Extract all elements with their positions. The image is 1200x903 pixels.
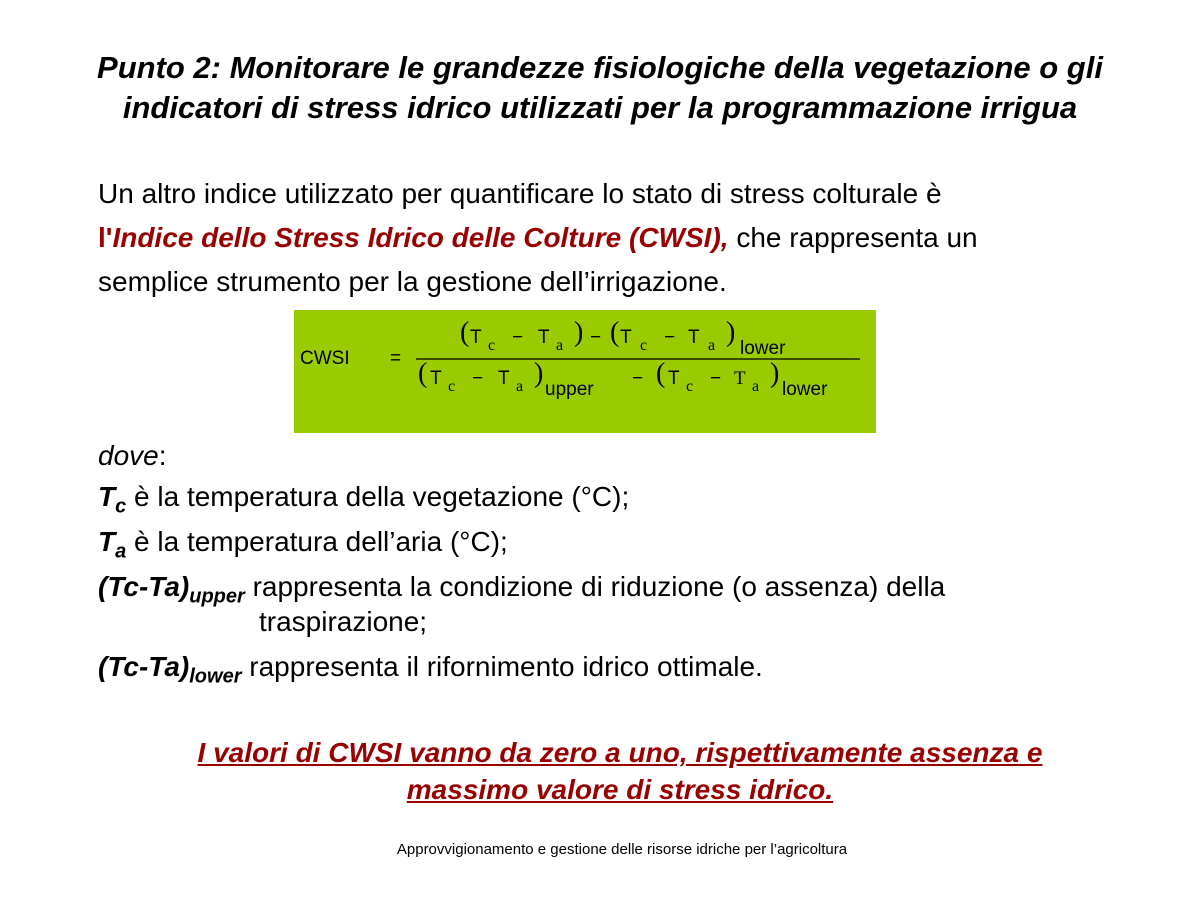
den-sub-c-2: c bbox=[686, 378, 694, 395]
formula-equals: = bbox=[390, 348, 402, 369]
footer: Approvvigionamento e gestione delle risorse idriche per l’agricoltura bbox=[396, 841, 848, 858]
num-t-3: T bbox=[620, 327, 632, 348]
title-line-2: indicatori di stress idrico utilizzati per la programmazione irrigua bbox=[122, 90, 1078, 125]
definition-ta bbox=[98, 526, 508, 564]
den-t-3: T bbox=[668, 368, 680, 389]
den-t-4: T bbox=[734, 368, 746, 389]
definition-tc-symbol bbox=[98, 481, 127, 518]
ta-symbol-sub: a bbox=[115, 540, 127, 563]
slide-title bbox=[0, 48, 1200, 128]
intro-line-2 bbox=[98, 216, 1158, 260]
intro-line-1: Un altro indice utilizzato per quantificare lo stato di stress colturale è bbox=[98, 178, 942, 209]
upper-symbol-sub: upper bbox=[189, 585, 245, 608]
den-paren-close-1: ) bbox=[534, 358, 544, 389]
conclusion-line-1: I valori di CWSI vanno da zero a uno, rispettivamente assenza e bbox=[197, 737, 1043, 768]
definition-upper-continuation: traspirazione; bbox=[259, 606, 428, 637]
ta-symbol-letter: T bbox=[98, 526, 116, 557]
num-minus-1: − bbox=[512, 327, 524, 348]
definition-upper bbox=[98, 571, 945, 609]
den-lower: lower bbox=[782, 379, 828, 400]
den-minus-3: − bbox=[710, 368, 722, 389]
lower-symbol-text: (Tc-Ta) bbox=[98, 651, 190, 682]
definitions-intro bbox=[98, 440, 167, 472]
num-lower: lower bbox=[740, 338, 786, 359]
num-paren-open-2: ( bbox=[610, 317, 620, 348]
definition-lower-text: rappresenta il rifornimento idrico ottimale. bbox=[241, 651, 763, 682]
den-t-1: T bbox=[430, 368, 442, 389]
tc-symbol-sub: c bbox=[115, 495, 127, 518]
lower-symbol-sub: lower bbox=[189, 665, 242, 688]
cwsi-formula-box bbox=[294, 310, 876, 433]
upper-symbol-text: (Tc-Ta) bbox=[98, 571, 190, 602]
definition-upper-text: rappresenta la condizione di riduzione (o assenza) della bbox=[244, 571, 946, 602]
den-t-2: T bbox=[498, 368, 510, 389]
den-paren-open-2: ( bbox=[656, 358, 666, 389]
num-minus-3: − bbox=[664, 327, 676, 348]
num-sub-a-2: a bbox=[708, 337, 716, 354]
cwsi-formula bbox=[294, 310, 876, 433]
definition-tc bbox=[98, 481, 629, 519]
intro-paragraph bbox=[98, 172, 1158, 304]
intro-line-2-rest: che rappresenta un bbox=[728, 222, 978, 253]
num-paren-open-1: ( bbox=[460, 317, 470, 348]
num-paren-close-1: ) bbox=[574, 317, 584, 348]
den-upper: upper bbox=[545, 379, 594, 400]
den-minus-1: − bbox=[472, 368, 484, 389]
den-minus-2: − bbox=[632, 368, 644, 389]
num-minus-2: − bbox=[590, 327, 602, 348]
den-sub-a-1: a bbox=[516, 378, 524, 395]
intro-line-3: semplice strumento per la gestione dell’irrigazione. bbox=[98, 266, 727, 297]
conclusion bbox=[0, 734, 1200, 808]
num-sub-a-1: a bbox=[556, 337, 564, 354]
num-t-2: T bbox=[538, 327, 550, 348]
definition-lower-symbol bbox=[98, 651, 242, 688]
num-sub-c-2: c bbox=[640, 337, 648, 354]
definition-lower bbox=[98, 651, 763, 689]
den-sub-a-2: a bbox=[752, 378, 760, 395]
den-paren-close-2: ) bbox=[770, 358, 780, 389]
definition-ta-symbol bbox=[98, 526, 127, 563]
intro-highlight-prefix: l' bbox=[98, 222, 113, 253]
definition-tc-text: è la temperatura della vegetazione (°C); bbox=[126, 481, 630, 512]
definition-ta-text: è la temperatura dell’aria (°C); bbox=[126, 526, 508, 557]
num-sub-c-1: c bbox=[488, 337, 496, 354]
definitions-intro-colon: : bbox=[158, 440, 167, 471]
tc-symbol-letter: T bbox=[98, 481, 116, 512]
den-sub-c-1: c bbox=[448, 378, 456, 395]
title-line-1: Punto 2: Monitorare le grandezze fisiologiche della vegetazione o gli bbox=[97, 50, 1103, 85]
conclusion-line-2: massimo valore di stress idrico. bbox=[406, 774, 834, 805]
definition-upper-symbol bbox=[98, 571, 245, 608]
num-t-4: T bbox=[688, 327, 700, 348]
formula-lhs: CWSI bbox=[300, 348, 350, 369]
definitions-intro-word: dove bbox=[98, 440, 159, 471]
num-paren-close-2: ) bbox=[726, 317, 736, 348]
den-paren-open-1: ( bbox=[418, 358, 428, 389]
intro-highlight: Indice dello Stress Idrico delle Colture (CWSI), bbox=[112, 222, 729, 253]
num-t-1: T bbox=[470, 327, 482, 348]
